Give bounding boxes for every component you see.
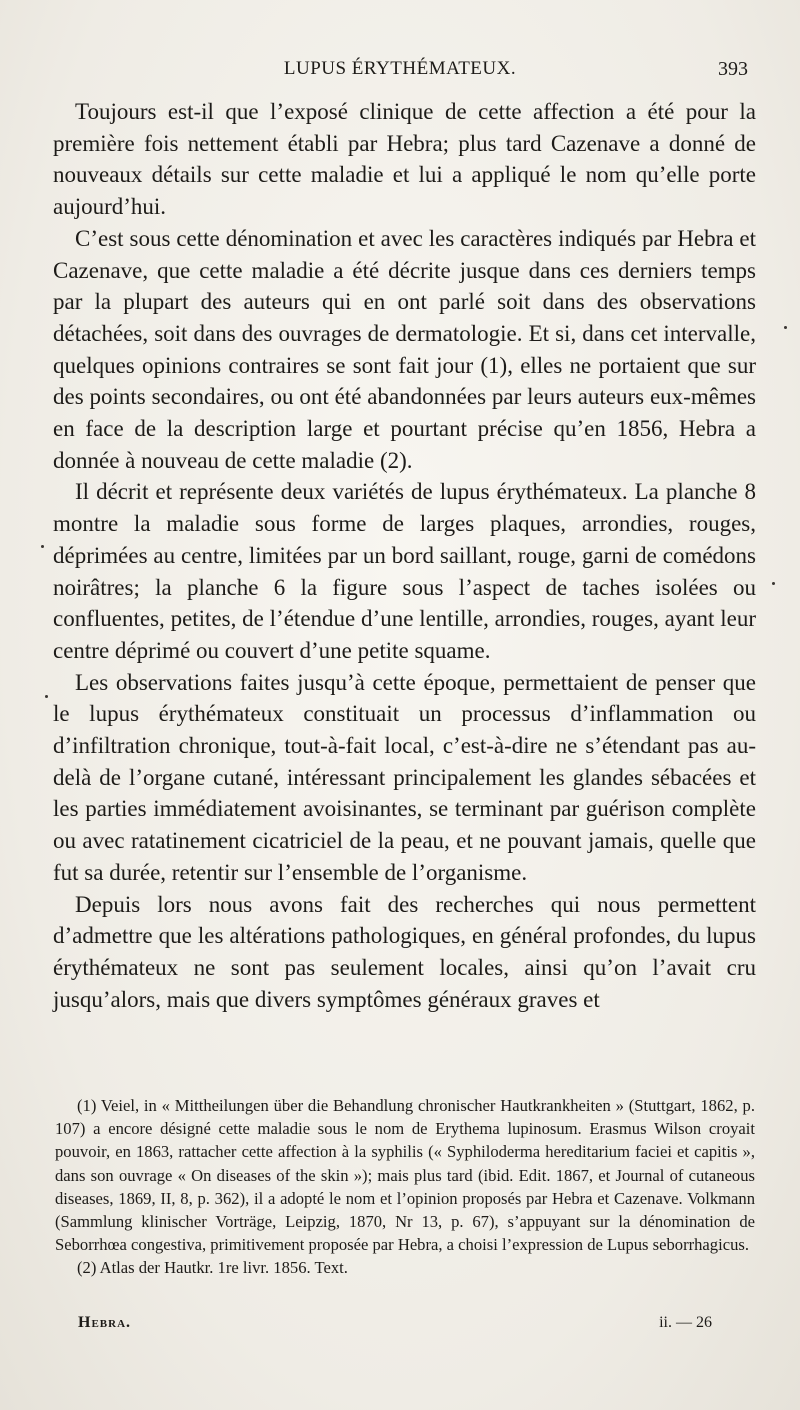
paragraph: Il décrit et représente deux variétés de lupus érythémateux. La planche 8 montre la maladie sous forme de larges plaques, arrondies, rouges, déprimées au centre, limitées par un bord saillant, rouge, garni de comédons noirâtres; la planche 6 la figure sous l’aspect de taches isolées ou confluentes, petites, de l’étendue d’une lentille, arrondies, rouges, ayant leur centre déprimé ou couvert d’une petite squame. [53, 479, 756, 663]
running-title: LUPUS ÉRYTHÉMATEUX. [283, 58, 517, 79]
ink-speck [784, 326, 787, 329]
main-text [53, 96, 756, 1015]
paragraph: C’est sous cette dénomination et avec les caractères indiqués par Hebra et Cazenave, que cette maladie a été décrite jusque dans ces derniers temps par la plupart des auteurs qui en ont parlé soit dans des observations détachées, soit dans des ouvrages de dermatologie. Et si, dans cet intervalle, quelques opinions contraires se sont fait jour (1), elles ne portaient que sur des points secondaires, ou ont été abandonnées par leurs auteurs eux-mêmes en face de la description large et pourtant précise qu’en 1856, Hebra a donnée à nouveau de cette maladie (2). [53, 225, 756, 473]
footnote: (2) Atlas der Hautkr. 1re livr. 1856. Text. [77, 1258, 348, 1278]
ink-speck [772, 582, 775, 585]
paragraph: Depuis lors nous avons fait des recherches qui nous permettent d’admettre que les altérations pathologiques, en général profondes, du lupus érythémateux ne sont pas seulement locales, ainsi qu’on l’avait cru jusqu’alors, mais que divers symptômes généraux graves et [53, 891, 756, 1012]
paragraph: Toujours est-il que l’exposé clinique de cette affection a été pour la première fois nettement établi par Hebra; plus tard Cazenave a donné de nouveaux détails sur cette maladie et lui a appliqué le nom qu’elle porte aujourd’hui. [53, 99, 756, 220]
ink-speck [45, 695, 48, 698]
footnotes [55, 1094, 755, 1280]
footnote: (1) Veiel, in « Mittheilungen über die Behandlung chronischer Hautkrankheiten » (Stuttgart, 1862, p. 107) a encore désigné cette maladie sous le nom de Erythema lupinosum. Erasmus Wilson croyait pouvoir, en 1863, rattacher cette affection à la syphilis (« Syphiloderma hereditarium faciei et capitis », dans son ouvrage « On diseases of the skin »); mais plus tard (ibid. Edit. 1867, et Journal of cutaneous diseases, 1869, II, 8, p. 362), il a adopté le nom et l’opinion proposés par Hebra et Cazenave. Volkmann (Sammlung klinischer Vorträge, Leipzig, 1870, Nr 13, p. 67), s’appuyant sur la dénomination de Seborrhœa congestiva, primitivement proposée par Hebra, a choisi l’expression de Lupus seborrhagicus. [55, 1096, 755, 1255]
paragraph: Les observations faites jusqu’à cette époque, permettaient de penser que le lupus érythémateux constituait un processus d’inflammation ou d’infiltration chronique, tout-à-fait local, c’est-à-dire ne s’étendant pas au-delà de l’organe cutané, intéressant principalement les glandes sébacées et les parties immédiatement avoisinantes, se terminant par guérison complète ou avec ratatinement cicatriciel de la peau, et ne pouvant jamais, quelle que fut sa durée, retentir sur l’ensemble de l’organisme. [53, 669, 756, 885]
page-header [52, 58, 748, 88]
signature-mark: Hebra. [78, 1314, 132, 1331]
page-number: 393 [718, 58, 748, 80]
ink-speck [41, 545, 44, 548]
page-footer [78, 1314, 712, 1338]
sheet-mark: ii. — 26 [659, 1314, 712, 1331]
